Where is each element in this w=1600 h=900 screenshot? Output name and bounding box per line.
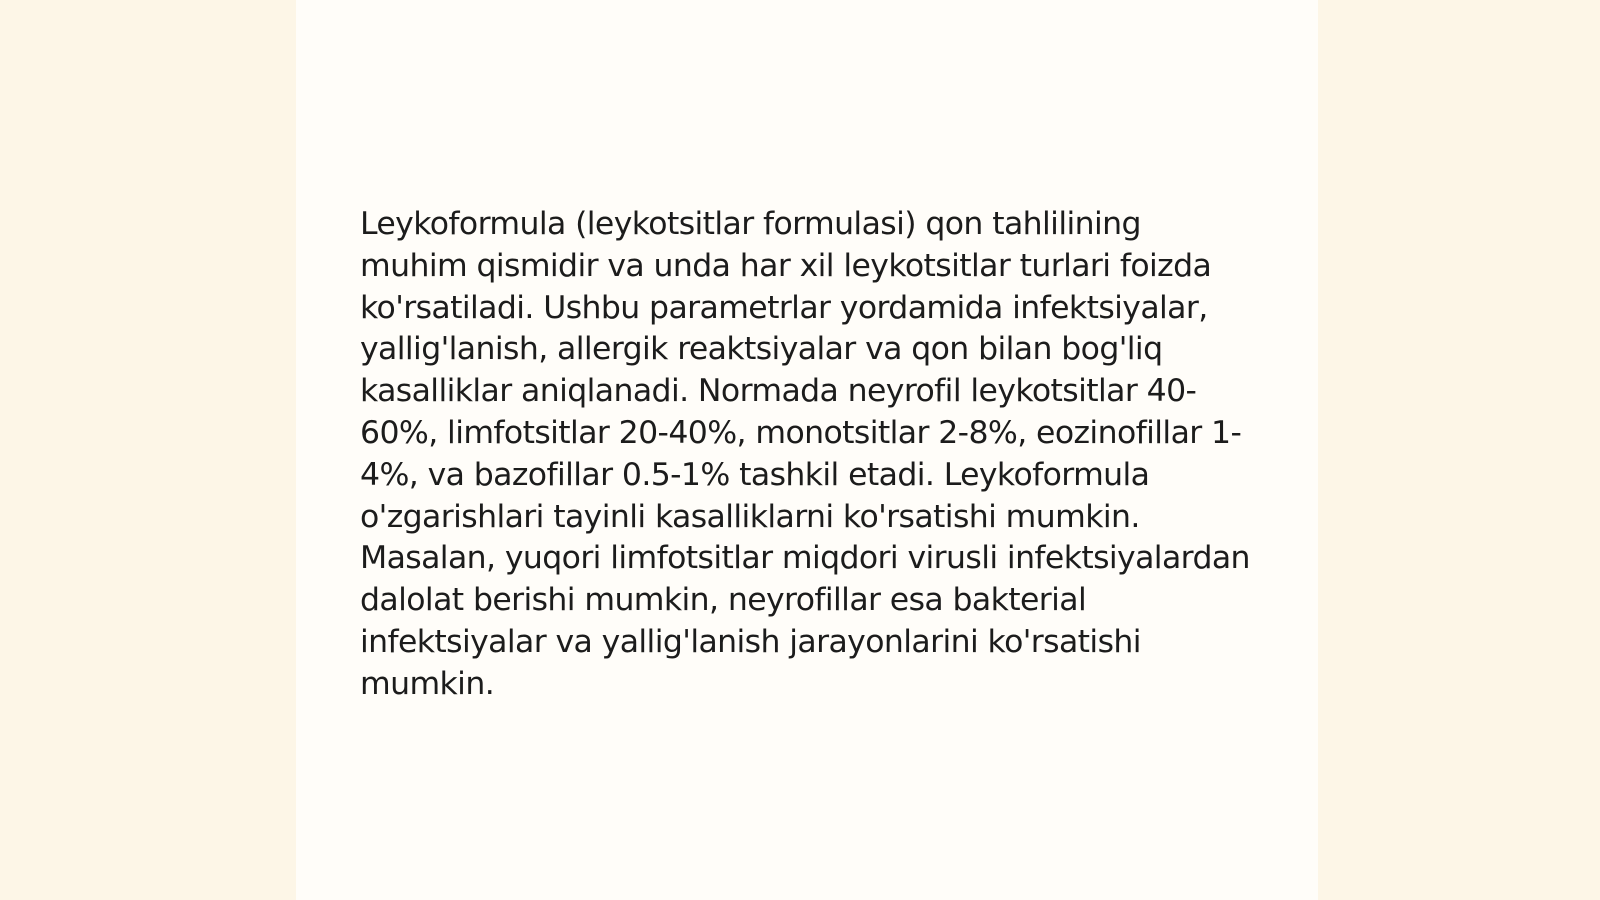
slide-panel bbox=[296, 0, 1318, 900]
slide-body-text: Leykoformula (leykotsitlar formulasi) qon tahlilining muhim qismidir va unda har xil leykotsitlar turlari foizda ko'rsatiladi. Ushbu parametrlar yordamida infektsiyalar, yallig'lanish, allergik reaktsiyalar va qon bilan bog'liq kasalliklar aniqlanadi. Normada neyrofil leykotsitlar 40-60%, limfotsitlar 20-40%, monotsitlar 2-8%, eozinofillar 1-4%, va bazofillar 0.5-1% tashkil etadi. Leykoformula o'zgarishlari tayinli kasalliklarni ko'rsatishi mumkin. Masalan, yuqori limfotsitlar miqdori virusli infektsiyalardan dalolat berishi mumkin, neyrofillar esa bakterial infektsiyalar va yallig'lanish jarayonlarini ko'rsatishi mumkin. bbox=[360, 206, 1250, 702]
